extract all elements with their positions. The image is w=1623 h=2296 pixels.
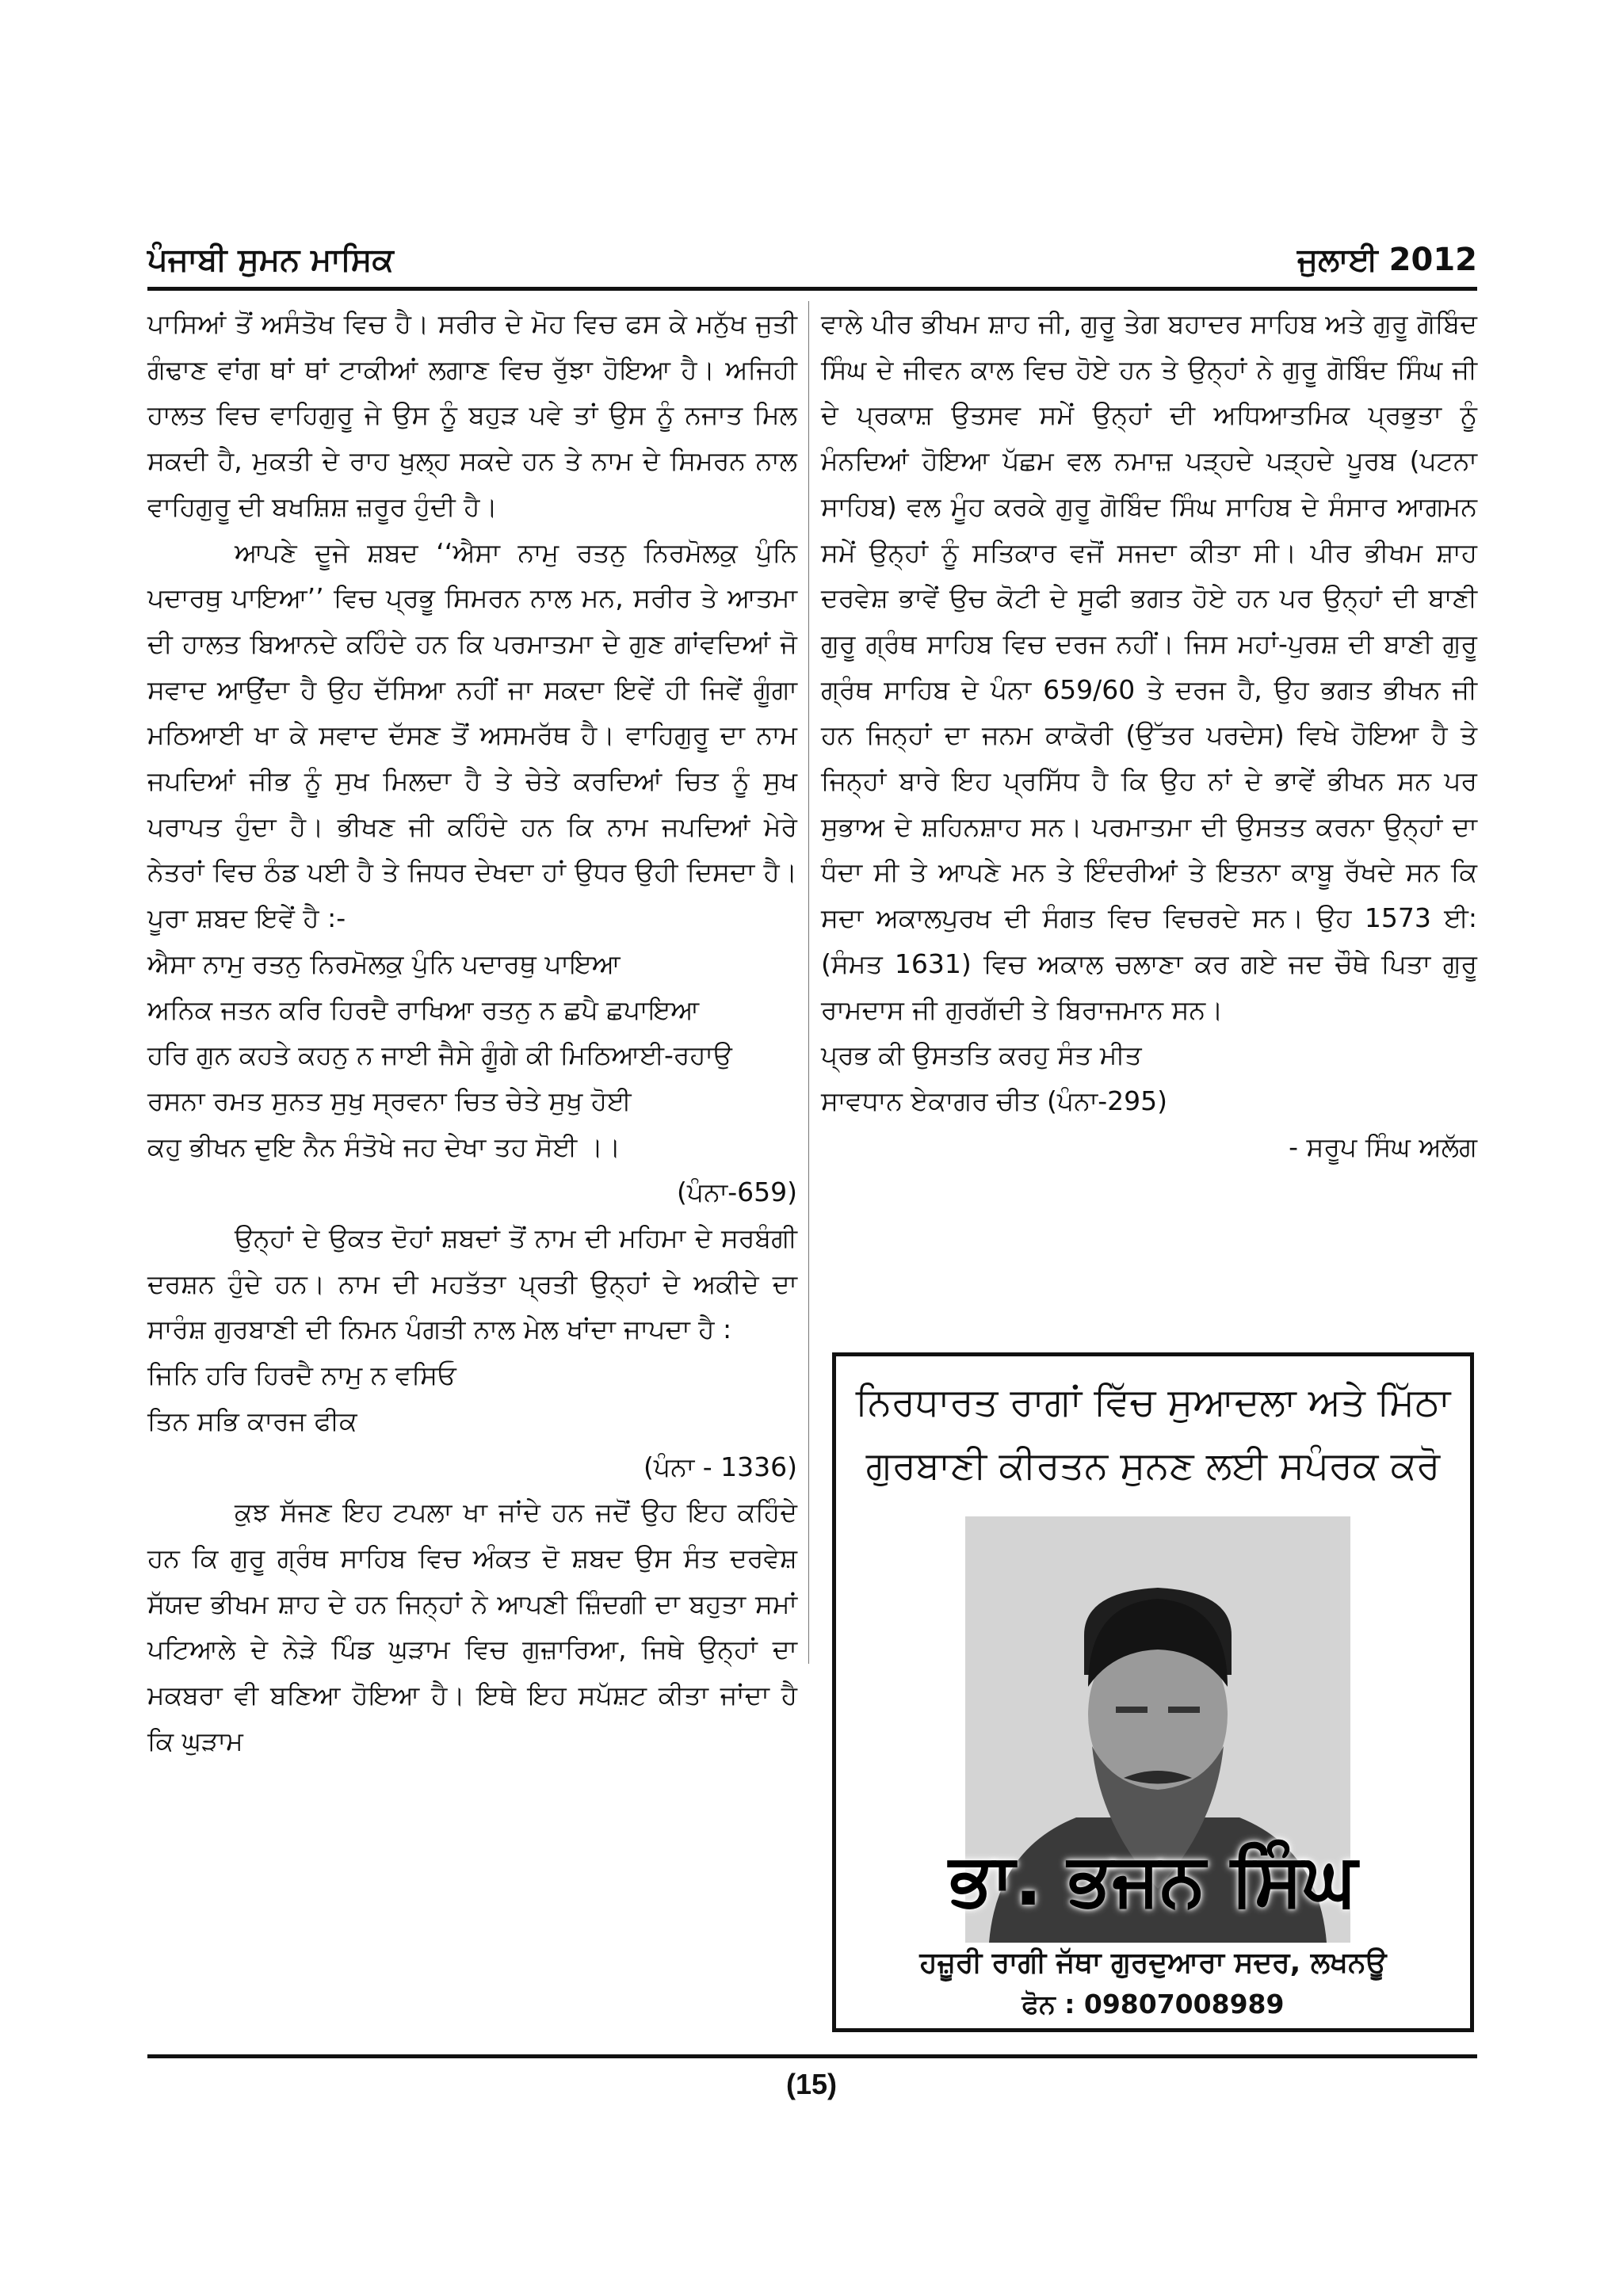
- verse-line: ਅਨਿਕ ਜਤਨ ਕਰਿ ਹਿਰਦੈ ਰਾਖਿਆ ਰਤਨੁ ਨ ਛਪੈ ਛਪਾਇਆ: [147, 994, 700, 1025]
- verse-line: ਐਸਾ ਨਾਮੁ ਰਤਨੁ ਨਿਰਮੋਲਕੁ ਪੁੰਨਿ ਪਦਾਰਥੁ ਪਾਇਆ: [147, 948, 621, 979]
- page-number: (15): [785, 2068, 838, 2100]
- ad-person-name: ਭਾ. ਭਜਨ ਸਿੰਘ: [949, 1837, 1358, 1922]
- verse-line: ਪ੍ਰਭ ਕੀ ਉਸਤਤਿ ਕਰਹੁ ਸੰਤ ਮੀਤ: [821, 1039, 1142, 1071]
- verse-line: ਕਹੁ ਭੀਖਨ ਦੁਇ ਨੈਨ ਸੰਤੋਖੇ ਜਹ ਦੇਖਾ ਤਹ ਸੋਈ ।।: [147, 1131, 621, 1162]
- ad-phone: ਫੋਨ : 09807008989: [1022, 1989, 1285, 2019]
- ad-subtitle: ਹਜ਼ੂਰੀ ਰਾਗੀ ਜੱਥਾ ਗੁਰਦੁਆਰਾ ਸਦਰ, ਲਖਨਊ: [919, 1947, 1387, 1979]
- verse-line: ਹਰਿ ਗੁਨ ਕਹਤੇ ਕਹਨੁ ਨ ਜਾਈ ਜੈਸੇ ਗੂੰਗੇ ਕੀ ਮਿਠਿਆਈ-ਰਹਾਉ: [147, 1039, 732, 1071]
- header-rule: [147, 287, 1477, 291]
- verse-line: ਰਸਨਾ ਰਮਤ ਸੁਨਤ ਸੁਖੁ ਸ੍ਰਵਨਾ ਚਿਤ ਚੇਤੇ ਸੁਖੁ ਹੋਈ: [147, 1085, 632, 1116]
- ad-headline-line-2: ਗੁਰਬਾਣੀ ਕੀਰਤਨ ਸੁਨਣ ਲਈ ਸਪੰਰਕ ਕਰੋ: [865, 1444, 1441, 1488]
- verse-line: ਤਿਨ ਸਭਿ ਕਾਰਜ ਫੀਕ: [147, 1405, 357, 1436]
- page-header: [147, 234, 1477, 281]
- right-column: [821, 301, 1477, 1169]
- reference: (ਪੰਨਾ - 1336): [643, 1451, 797, 1482]
- advertisement-box: [832, 1352, 1474, 2032]
- paragraph: ਵਾਲੇ ਪੀਰ ਭੀਖਮ ਸ਼ਾਹ ਜੀ, ਗੁਰੂ ਤੇਗ ਬਹਾਦਰ ਸਾਹਿਬ ਅਤੇ ਗੁਰੂ ਗੋਬਿੰਦ ਸਿੰਘ ਦੇ ਜੀਵਨ ਕਾਲ ਵਿਚ ਹੋਏ ਹਨ ਤੇ ਉਨ੍ਹਾਂ ਨੇ ਗੁਰੂ ਗੋਬਿੰਦ ਸਿੰਘ ਜੀ ਦੇ ਪ੍ਰਕਾਸ਼ ਉਤਸਵ ਸਮੇਂ ਉਨ੍ਹਾਂ ਦੀ ਅਧਿਆਤਮਿਕ ਪ੍ਰਭੁਤਾ ਨੂੰ ਮੰਨਦਿਆਂ ਹੋਇਆ ਪੱਛਮ ਵਲ ਨਮਾਜ਼ ਪੜ੍ਹਦੇ ਪੜ੍ਹਦੇ ਪੂਰਬ (ਪਟਨਾ ਸਾਹਿਬ) ਵਲ ਮੂੰਹ ਕਰਕੇ ਗੁਰੂ ਗੋਬਿੰਦ ਸਿੰਘ ਸਾਹਿਬ ਦੇ ਸੰਸਾਰ ਆਗਮਨ ਸਮੇਂ ਉਨ੍ਹਾਂ ਨੂੰ ਸਤਿਕਾਰ ਵਜੋਂ ਸਜਦਾ ਕੀਤਾ ਸੀ। ਪੀਰ ਭੀਖਮ ਸ਼ਾਹ ਦਰਵੇਸ਼ ਭਾਵੇਂ ਉਚ ਕੋਟੀ ਦੇ ਸੂਫੀ ਭਗਤ ਹੋਏ ਹਨ ਪਰ ਉਨ੍ਹਾਂ ਦੀ ਬਾਣੀ ਗੁਰੂ ਗ੍ਰੰਥ ਸਾਹਿਬ ਵਿਚ ਦਰਜ ਨਹੀਂ। ਜਿਸ ਮਹਾਂ-ਪੁਰਸ਼ ਦੀ ਬਾਣੀ ਗੁਰੂ ਗ੍ਰੰਥ ਸਾਹਿਬ ਦੇ ਪੰਨਾ 659/60 ਤੇ ਦਰਜ ਹੈ, ਉਹ ਭਗਤ ਭੀਖਨ ਜੀ ਹਨ ਜਿਨ੍ਹਾਂ ਦਾ ਜਨਮ ਕਾਕੋਰੀ (ਉੱਤਰ ਪਰਦੇਸ) ਵਿਖੇ ਹੋਇਆ ਹੈ ਤੇ ਜਿਨ੍ਹਾਂ ਬਾਰੇ ਇਹ ਪ੍ਰਸਿੱਧ ਹੈ ਕਿ ਉਹ ਨਾਂ ਦੇ ਭਾਵੇਂ ਭੀਖਨ ਸਨ ਪਰ ਸੁਭਾਅ ਦੇ ਸ਼ਹਿਨਸ਼ਾਹ ਸਨ। ਪਰਮਾਤਮਾ ਦੀ ਉਸਤਤ ਕਰਨਾ ਉਨ੍ਹਾਂ ਦਾ ਧੰਦਾ ਸੀ ਤੇ ਆਪਣੇ ਮਨ ਤੇ ਇੰਦਰੀਆਂ ਤੇ ਇਤਨਾ ਕਾਬੂ ਰੱਖਦੇ ਸਨ ਕਿ ਸਦਾ ਅਕਾਲਪੁਰਖ ਦੀ ਸੰਗਤ ਵਿਚ ਵਿਚਰਦੇ ਸਨ। ਉਹ 1573 ਈ: (ਸੰਮਤ 1631) ਵਿਚ ਅਕਾਲ ਚਲਾਣਾ ਕਰ ਗਏ ਜਦ ਚੌਥੇ ਪਿਤਾ ਗੁਰੂ ਰਾਮਦਾਸ ਜੀ ਗੁਰਗੱਦੀ ਤੇ ਬਿਰਾਜਮਾਨ ਸਨ।: [821, 308, 1477, 1025]
- paragraph: ਪਾਸਿਆਂ ਤੋਂ ਅਸੰਤੋਖ ਵਿਚ ਹੈ। ਸਰੀਰ ਦੇ ਮੋਹ ਵਿਚ ਫਸ ਕੇ ਮਨੁੱਖ ਜੁਤੀ ਗੰਢਾਣ ਵਾਂਗ ਥਾਂ ਥਾਂ ਟਾਕੀਆਂ ਲਗਾਣ ਵਿਚ ਰੁੱਝਾ ਹੋਇਆ ਹੈ। ਅਜਿਹੀ ਹਾਲਤ ਵਿਚ ਵਾਹਿਗੁਰੂ ਜੇ ਉਸ ਨੂੰ ਬਹੁੜ ਪਵੇ ਤਾਂ ਉਸ ਨੂੰ ਨਜਾਤ ਮਿਲ ਸਕਦੀ ਹੈ, ਮੁਕਤੀ ਦੇ ਰਾਹ ਖੁਲ੍ਹ ਸਕਦੇ ਹਨ ਤੇ ਨਾਮ ਦੇ ਸਿਮਰਨ ਨਾਲ ਵਾਹਿਗੁਰੂ ਦੀ ਬਖਸ਼ਿਸ਼ ਜ਼ਰੂਰ ਹੁੰਦੀ ਹੈ।: [147, 308, 797, 522]
- paragraph: ਕੁਝ ਸੱਜਣ ਇਹ ਟਪਲਾ ਖਾ ਜਾਂਦੇ ਹਨ ਜਦੋਂ ਉਹ ਇਹ ਕਹਿੰਦੇ ਹਨ ਕਿ ਗੁਰੂ ਗ੍ਰੰਥ ਸਾਹਿਬ ਵਿਚ ਅੰਕਤ ਦੋ ਸ਼ਬਦ ਉਸ ਸੰਤ ਦਰਵੇਸ਼ ਸੱਯਦ ਭੀਖਮ ਸ਼ਾਹ ਦੇ ਹਨ ਜਿਨ੍ਹਾਂ ਨੇ ਆਪਣੀ ਜ਼ਿੰਦਗੀ ਦਾ ਬਹੁਤਾ ਸਮਾਂ ਪਟਿਆਲੇ ਦੇ ਨੇੜੇ ਪਿੰਡ ਘੁੜਾਮ ਵਿਚ ਗੁਜ਼ਾਰਿਆ, ਜਿਥੇ ਉਨ੍ਹਾਂ ਦਾ ਮਕਬਰਾ ਵੀ ਬਣਿਆ ਹੋਇਆ ਹੈ। ਇਥੇ ਇਹ ਸਪੱਸ਼ਟ ਕੀਤਾ ਜਾਂਦਾ ਹੈ ਕਿ ਘੁੜਾਮ: [147, 1497, 797, 1756]
- reference: - ਸਰੂਪ ਸਿੰਘ ਅਲੱਗ: [1289, 1131, 1477, 1162]
- left-column: [147, 301, 797, 1764]
- verse-line: ਜਿਨਿ ਹਰਿ ਹਿਰਦੈ ਨਾਮੁ ਨ ਵਸਿਓ: [147, 1360, 456, 1391]
- column-divider: [808, 301, 809, 1664]
- verse-line: ਸਾਵਧਾਨ ਏਕਾਗਰ ਚੀਤ (ਪੰਨਾ-295): [821, 1085, 1167, 1116]
- ad-headline-line-1: ਨਿਰਧਾਰਤ ਰਾਗਾਂ ਵਿੱਚ ਸੁਆਦਲਾ ਅਤੇ ਮਿੱਠਾ: [855, 1380, 1451, 1425]
- paragraph: ਆਪਣੇ ਦੂਜੇ ਸ਼ਬਦ ‘‘ਐਸਾ ਨਾਮੁ ਰਤਨੁ ਨਿਰਮੋਲਕੁ ਪੁੰਨਿ ਪਦਾਰਥੁ ਪਾਇਆ’’ ਵਿਚ ਪ੍ਰਭੂ ਸਿਮਰਨ ਨਾਲ ਮਨ, ਸਰੀਰ ਤੇ ਆਤਮਾ ਦੀ ਹਾਲਤ ਬਿਆਨਦੇ ਕਹਿੰਦੇ ਹਨ ਕਿ ਪਰਮਾਤਮਾ ਦੇ ਗੁਣ ਗਾਂਵਦਿਆਂ ਜੋ ਸਵਾਦ ਆਉਂਦਾ ਹੈ ਉਹ ਦੱਸਿਆ ਨਹੀਂ ਜਾ ਸਕਦਾ ਇਵੇਂ ਹੀ ਜਿਵੇਂ ਗੂੰਗਾ ਮਠਿਆਈ ਖਾ ਕੇ ਸਵਾਦ ਦੱਸਣ ਤੋਂ ਅਸਮਰੱਥ ਹੈ। ਵਾਹਿਗੁਰੂ ਦਾ ਨਾਮ ਜਪਦਿਆਂ ਜੀਭ ਨੂੰ ਸੁਖ ਮਿਲਦਾ ਹੈ ਤੇ ਚੇਤੇ ਕਰਦਿਆਂ ਚਿਤ ਨੂੰ ਸੁਖ ਪਰਾਪਤ ਹੁੰਦਾ ਹੈ। ਭੀਖਣ ਜੀ ਕਹਿੰਦੇ ਹਨ ਕਿ ਨਾਮ ਜਪਦਿਆਂ ਮੇਰੇ ਨੇਤਰਾਂ ਵਿਚ ਠੰਡ ਪਈ ਹੈ ਤੇ ਜਿਧਰ ਦੇਖਦਾ ਹਾਂ ਉਧਰ ਉਹੀ ਦਿਸਦਾ ਹੈ। ਪੂਰਾ ਸ਼ਬਦ ਇਵੇਂ ਹੈ :-: [147, 536, 797, 934]
- reference: (ਪੰਨਾ-659): [677, 1177, 797, 1208]
- footer-rule: [147, 2054, 1477, 2058]
- issue-date: ਜੁਲਾਈ 2012: [1297, 242, 1477, 278]
- paragraph: ਉਨ੍ਹਾਂ ਦੇ ਉਕਤ ਦੋਹਾਂ ਸ਼ਬਦਾਂ ਤੋਂ ਨਾਮ ਦੀ ਮਹਿਮਾ ਦੇ ਸਰਬੰਗੀ ਦਰਸ਼ਨ ਹੁੰਦੇ ਹਨ। ਨਾਮ ਦੀ ਮਹਤੱਤਾ ਪ੍ਰਤੀ ਉਨ੍ਹਾਂ ਦੇ ਅਕੀਦੇ ਦਾ ਸਾਰੰਸ਼ ਗੁਰਬਾਣੀ ਦੀ ਨਿਮਨ ਪੰਗਤੀ ਨਾਲ ਮੇਲ ਖਾਂਦਾ ਜਾਪਦਾ ਹੈ :: [147, 1222, 797, 1345]
- publication-title: ਪੰਜਾਬੀ ਸੁਮਨ ਮਾਸਿਕ: [147, 242, 394, 278]
